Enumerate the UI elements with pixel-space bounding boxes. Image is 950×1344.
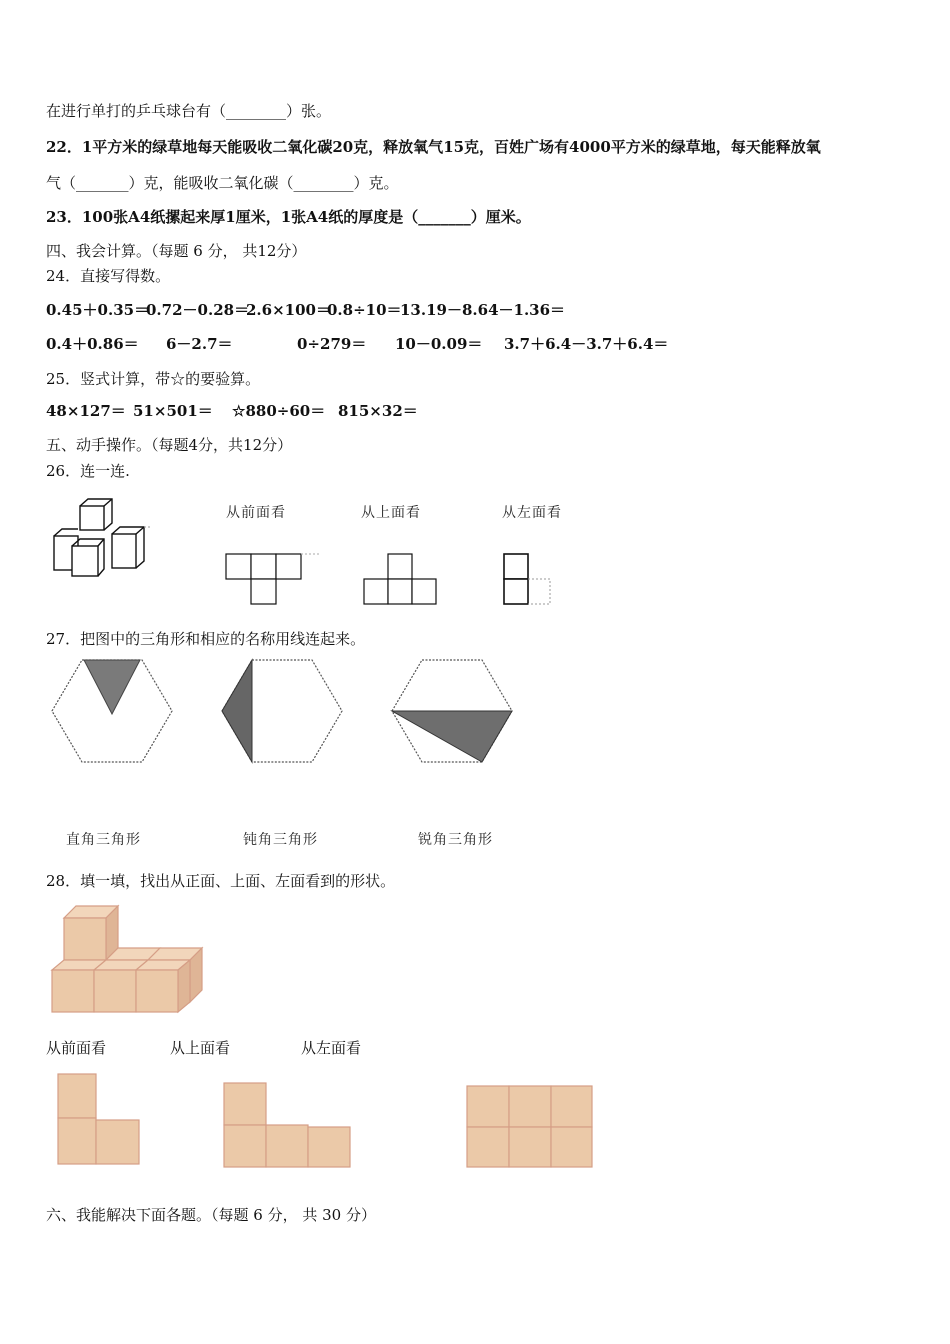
q26-view-left: [500, 552, 558, 610]
q28-view-3: [464, 1083, 596, 1171]
q27-label-acute: 锐角三角形: [418, 832, 493, 848]
q22-line1: 22．1平方米的绿草地每天能吸收二氧化碳20克，释放氧气15克，百姓广场有4000平方米的绿草地，每天能释放氧: [46, 138, 821, 156]
calc-item: 0÷279＝: [297, 335, 367, 353]
calc-item: 2.6×100＝: [246, 301, 331, 319]
q28-label-left: 从左面看: [301, 1039, 362, 1057]
calc-item: ☆880÷60＝: [232, 402, 326, 420]
calc-item: 815×32＝: [338, 402, 418, 420]
q27-title: 27．把图中的三角形和相应的名称用线连起来。: [46, 630, 366, 648]
q27-hexagon-2: [220, 656, 345, 768]
q28-view-2: [220, 1080, 354, 1170]
q28-view-1: [55, 1072, 145, 1168]
q26-label-top: 从上面看: [361, 505, 421, 521]
calc-item: 0.8÷10＝: [327, 301, 402, 319]
q27-hexagon-3: [390, 656, 515, 768]
q23: 23．100张A4纸摞起来厚1厘米，1张A4纸的厚度是（_______）厘米。: [46, 208, 531, 226]
q27-hexagon-1: [50, 656, 175, 768]
section-5-heading: 五、动手操作。（每题4分，共12分）: [46, 436, 293, 454]
calc-item: 13.19－8.64－1.36＝: [400, 301, 566, 319]
q26-view-top: [360, 552, 442, 608]
q28-label-top: 从上面看: [170, 1039, 231, 1057]
q28-label-front: 从前面看: [46, 1039, 107, 1057]
q26-block-figure: [50, 496, 155, 580]
q28-cube-stack: [48, 904, 208, 1016]
q27-label-right: 直角三角形: [66, 832, 141, 848]
q27-label-obtuse: 钝角三角形: [243, 832, 318, 848]
q28-title: 28．填一填，找出从正面、上面、左面看到的形状。: [46, 872, 396, 890]
calc-item: 3.7＋6.4－3.7＋6.4＝: [504, 335, 669, 353]
calc-item: 10－0.09＝: [395, 335, 483, 353]
q26-label-left: 从左面看: [502, 505, 562, 521]
q26-title: 26．连一连.: [46, 462, 130, 480]
calc-item: 0.4＋0.86＝: [46, 335, 139, 353]
q26-view-front: [220, 552, 330, 608]
calc-item: 0.45＋0.35＝: [46, 301, 150, 319]
q24-title: 24．直接写得数。: [46, 267, 171, 285]
q26-label-front: 从前面看: [226, 505, 286, 521]
q22-line2: 气（_______）克，能吸收二氧化碳（________）克。: [46, 174, 399, 192]
calc-item: 51×501＝: [133, 402, 213, 420]
calc-item: 48×127＝: [46, 402, 126, 420]
q25-title: 25．竖式计算，带☆的要验算。: [46, 370, 261, 388]
calc-item: 6－2.7＝: [166, 335, 233, 353]
section-6-heading: 六、我能解决下面各题。（每题 6 分， 共 30 分）: [46, 1206, 376, 1224]
section-4-heading: 四、我会计算。（每题 6 分， 共12分）: [46, 242, 307, 260]
calc-item: 0.72－0.28＝: [146, 301, 250, 319]
q21-tail: 在进行单打的乒乓球台有（________）张。: [46, 102, 332, 120]
